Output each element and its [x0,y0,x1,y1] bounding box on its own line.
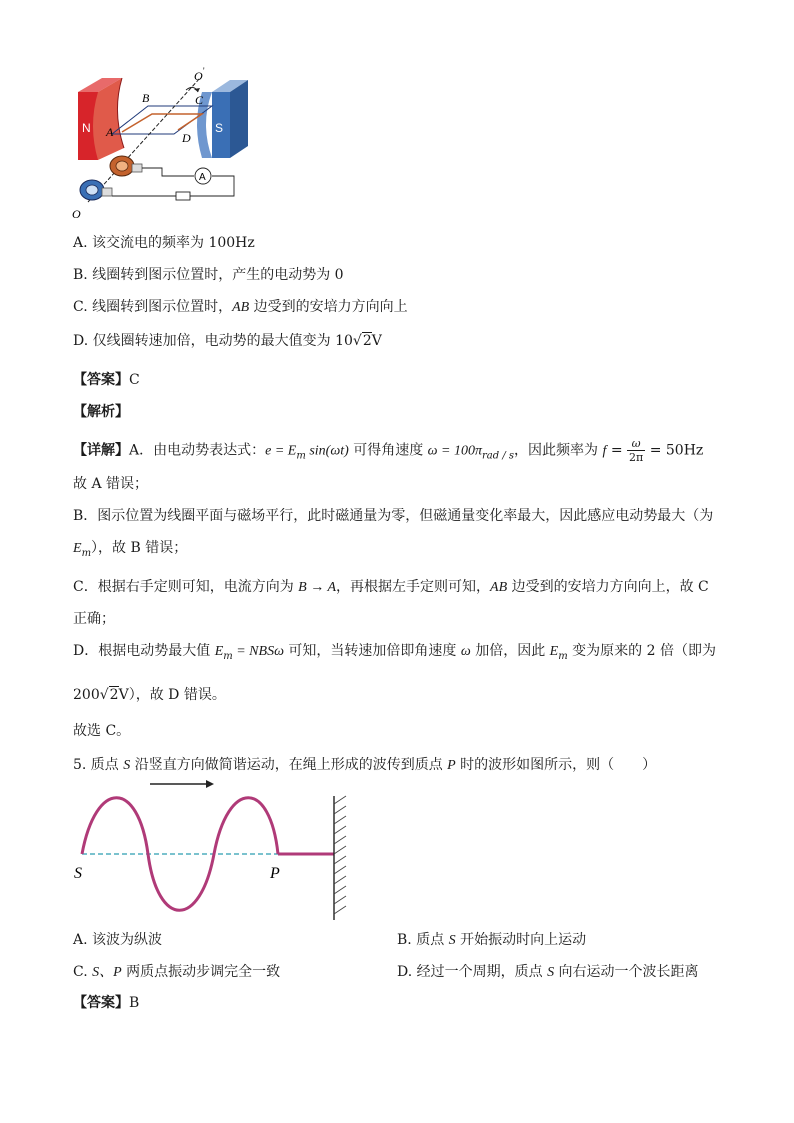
label-ammeter: A [199,172,206,183]
label-o-prime: O [194,69,203,83]
q4-detail-d: D．根据电动势最大值 $E_m = NBS\omega$ 可知，当转速加倍即角速度 ω 加倍，因此 $E_m$ 变为原来的 2 倍（即为 [73,643,716,662]
propagation-arrow-head-icon [206,780,214,788]
label-a: A [106,125,114,139]
svg-text:': ' [203,66,205,76]
brush-2 [102,188,112,196]
q4-detail-d2: 200√2V），故 D 错误。 [73,687,226,703]
q4-detail-b2: $E_m$），故 B 错误； [73,540,188,559]
label-n: N [82,121,91,135]
label-d: D [182,131,191,145]
q5-option-a: A. 该波为纵波 [73,932,163,948]
q4-option-b: B. 线圈转到图示位置时，产生的电动势为 0 [73,267,344,283]
label-s: S [74,865,82,882]
q5-answer: 【答案】B [73,995,140,1011]
q4-option-d: D. 仅线圈转速加倍，电动势的最大值变为 10√2V [73,333,382,349]
wall-hatching [334,796,346,914]
q4-analysis-label: 【解析】 [73,404,129,420]
q5-option-b: B. 质点 S 开始振动时向上运动 [397,932,587,948]
q4-detail-b: B．图示位置为线圈平面与磁场平行，此时磁通量为零，但磁通量变化率最大，因此感应电动势最大（为 [73,508,714,524]
label-s-magnet: S [215,121,224,135]
q4-option-c: C. 线圈转到图示位置时，AB 边受到的安培力方向向上 [73,299,408,315]
resistor [176,192,190,200]
q5-option-d: D. 经过一个周期，质点 S 向右运动一个波长距离 [397,964,699,980]
q4-option-a: A. 该交流电的频率为 100Hz [73,235,255,251]
generator-diagram [62,62,262,222]
q4-detail-c2: 正确； [73,611,115,627]
wave-diagram [66,774,366,930]
q5-option-c: C. S、P 两质点振动步调完全一致 [73,964,281,980]
label-p: P [270,865,280,882]
circuit-wire [142,168,194,176]
south-magnet-side [230,80,248,158]
brush-1 [132,164,142,172]
q4-answer: 【答案】C [73,372,140,388]
q4-conclusion: 故选 C。 [73,723,131,739]
label-b: B [142,91,150,105]
label-o: O [72,207,81,221]
label-c: C [195,93,204,107]
frequency-fraction: $\frac{\omega}{2\pi}$ [629,437,644,464]
q4-detail-a: 【详解】A．由电动势表达式：$e = E_m$ sin(ωt) 可得角速度 $\omega = 100\pi_{rad / s}$，因此频率为 f = $\frac{\omega}{2\pi}$ = 50Hz [73,437,704,464]
q4-detail-c: C．根据右手定则可知，电流方向为 B → A，再根据左手定则可知，AB 边受到的安培力方向向上，故 C [73,579,709,595]
q5-stem: 5. 质点 S 沿竖直方向做简谐运动，在绳上形成的波传到质点 P 时的波形如图所示，则（ ） [73,757,657,773]
q4-detail-a2: 故 A 错误； [73,476,149,492]
